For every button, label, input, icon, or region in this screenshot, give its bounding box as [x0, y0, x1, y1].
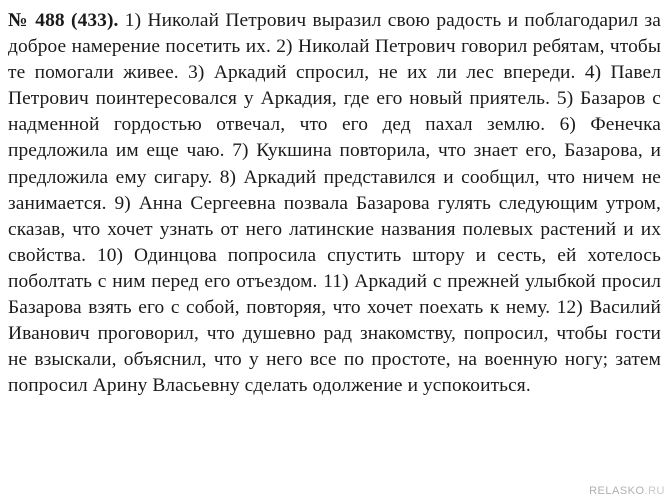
- watermark-suffix: .RU: [644, 485, 665, 497]
- exercise-paragraph: [8, 8, 661, 399]
- watermark: [589, 485, 665, 497]
- exercise-body: 1) Николай Петрович выразил свою радость и поблагодарил за доброе намерение посетить их. 2) Николай Петрович говорил ребятам, чтобы те помогали живее. 3) Аркадий спросил, не их ли лес впереди. 4) Павел Петрович поинтересовался у Аркадия, где его новый приятель. 5) Базаров с надменной гордостью отвечал, что его дед пахал землю. 6) Фенечка предложила им еще чаю. 7) Кукшина повторила, что знает его, Базарова, и предложила ему сигару. 8) Аркадий представился и сообщил, что ничем не занимается. 9) Анна Сергеевна позвала Базарова гулять следующим утром, сказав, что хочет узнать от него латинские названия полевых растений и их свойства. 10) Одинцова попросила спустить штору и сесть, ей хотелось поболтать с ним перед его отъездом. 11) Аркадий с прежней улыбкой просил Базарова взять его с собой, повторяя, что хочет поехать к нему. 12) Василий Иванович проговорил, что душевно рад знакомству, попросил, чтобы гости не взыскали, объяснил, что у него все по простоте, на военную ногу; затем попросил Арину Власьевну сделать одолжение и успокоиться.: [8, 10, 661, 397]
- exercise-number: № 488 (433).: [8, 10, 119, 31]
- watermark-main: RELASKO: [589, 485, 645, 497]
